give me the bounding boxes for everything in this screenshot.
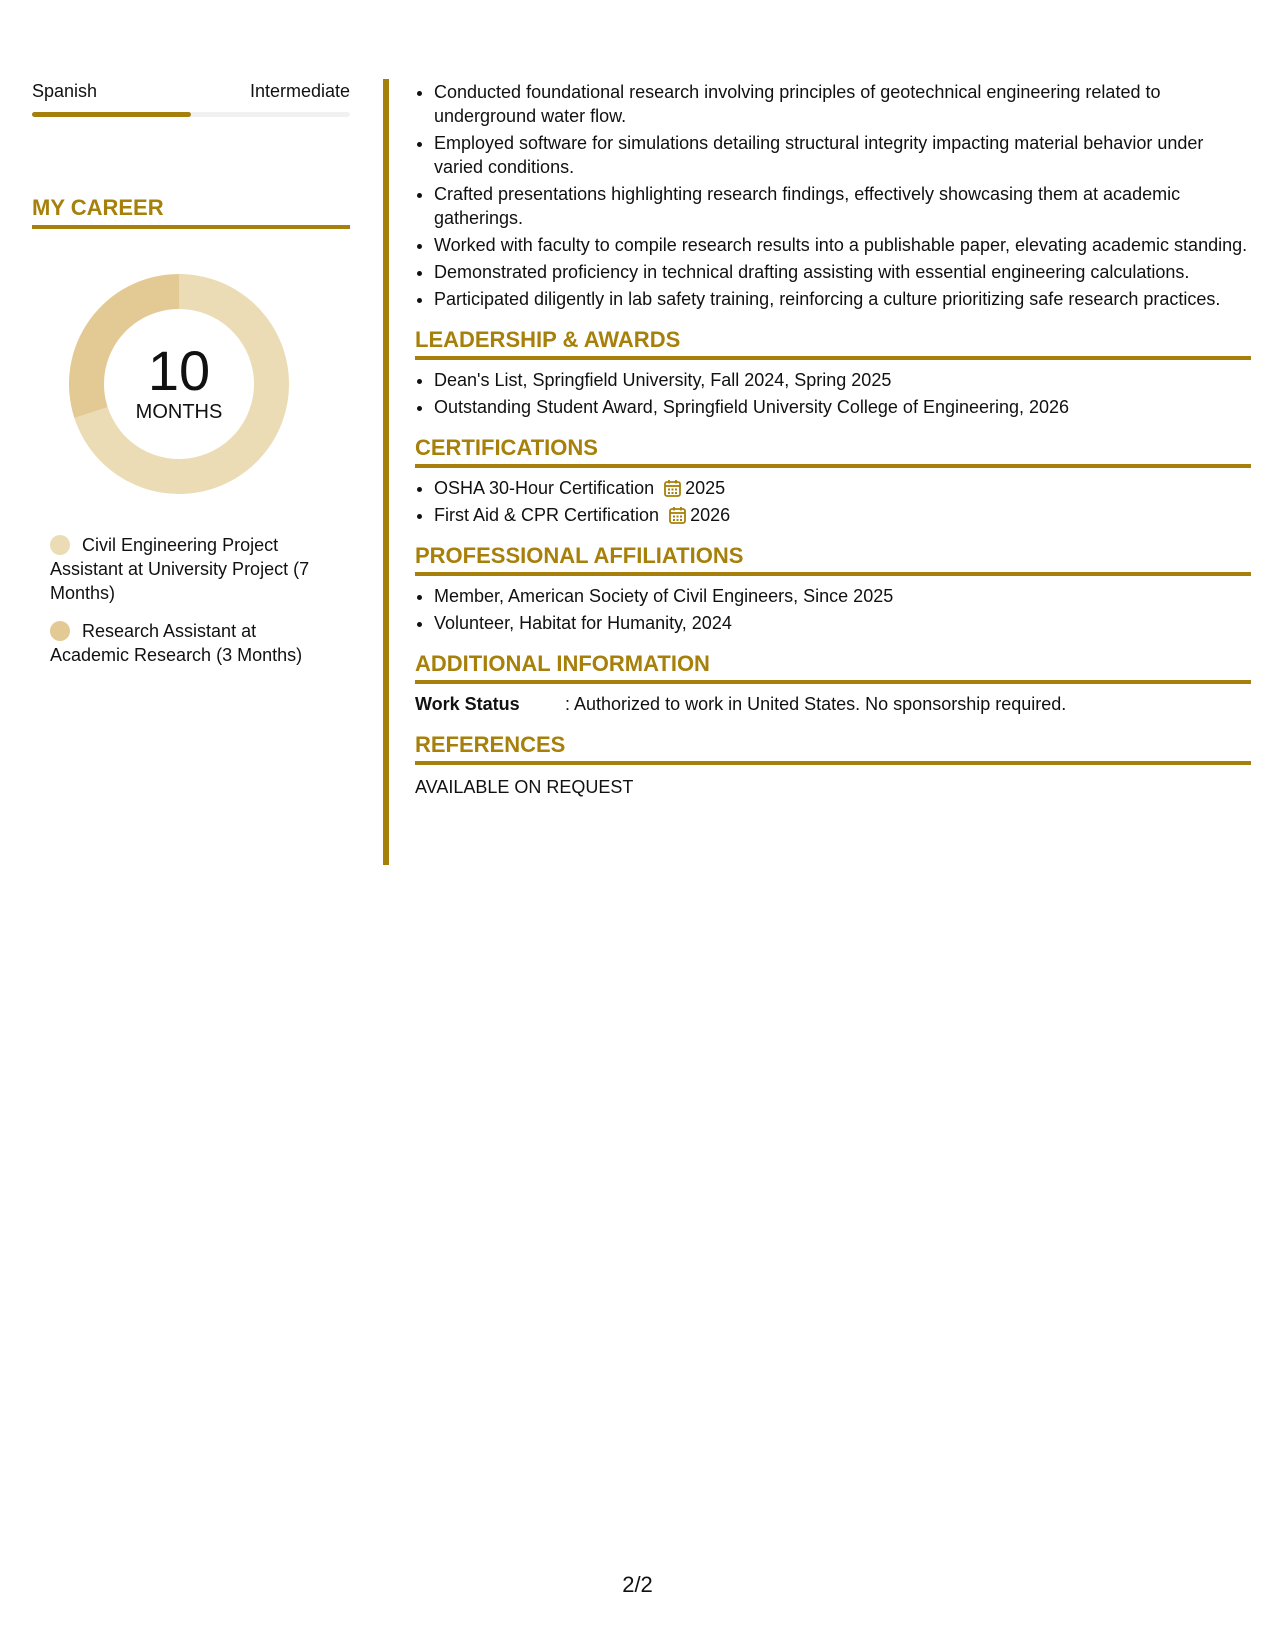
career-donut-chart [66, 271, 292, 497]
legend-swatch-icon [50, 621, 70, 641]
main-content [415, 80, 1251, 799]
language-proficiency-fill [32, 112, 191, 117]
career-legend [50, 533, 335, 667]
references-text: AVAILABLE ON REQUEST [415, 777, 634, 797]
additional-info-heading: ADDITIONAL INFORMATION [415, 650, 1251, 684]
experience-bullets [415, 80, 1251, 311]
certifications-heading: CERTIFICATIONS [415, 434, 1251, 468]
experience-bullet: • Crafted presentations highlighting research findings, effectively showcasing them at academic gatherings. [434, 182, 1251, 230]
calendar-icon [669, 506, 686, 524]
language-row [32, 80, 350, 102]
leadership-item: • Dean's List, Springfield University, Fall 2024, Spring 2025 [434, 368, 1251, 392]
career-heading: MY CAREER [32, 194, 350, 229]
affiliations-heading: PROFESSIONAL AFFILIATIONS [415, 542, 1251, 576]
language-name: Spanish [32, 81, 98, 101]
legend-swatch-icon [50, 535, 70, 555]
certifications-list [415, 476, 1251, 527]
calendar-icon [664, 479, 681, 497]
affiliation-item: • Volunteer, Habitat for Humanity, 2024 [434, 611, 1251, 635]
language-proficiency-bar [32, 112, 350, 117]
experience-bullet: • Conducted foundational research involving principles of geotechnical engineering related to underground water flow. [434, 80, 1251, 128]
work-status-row [415, 692, 1251, 716]
total-months-unit: MONTHS [135, 401, 223, 423]
page-number: 2/2 [622, 1572, 653, 1597]
legend-label: Civil Engineering Project Assistant at University Project (7 Months) [50, 535, 310, 603]
legend-label: Research Assistant at Academic Research (3 Months) [50, 621, 303, 665]
references-heading: REFERENCES [415, 731, 1251, 765]
experience-bullet: • Participated diligently in lab safety training, reinforcing a culture prioritizing safe research practices. [434, 287, 1251, 311]
leadership-item: • Outstanding Student Award, Springfield University College of Engineering, 2026 [434, 395, 1251, 419]
certification-name: First Aid & CPR Certification [434, 505, 660, 525]
leadership-list [415, 368, 1251, 419]
donut-center-label [66, 339, 292, 423]
leadership-heading: LEADERSHIP & AWARDS [415, 326, 1251, 360]
affiliation-item: • Member, American Society of Civil Engineers, Since 2025 [434, 584, 1251, 608]
work-status-label: Work Status [415, 694, 520, 714]
language-level: Intermediate [249, 81, 350, 101]
column-divider [383, 79, 389, 865]
certification-name: OSHA 30-Hour Certification [434, 478, 655, 498]
experience-bullet: • Demonstrated proficiency in technical drafting assisting with essential engineering calculations. [434, 260, 1251, 284]
certification-item [434, 503, 1251, 527]
total-months-number: 10 [147, 339, 211, 402]
certification-year: 2025 [685, 478, 726, 498]
experience-bullet: • Worked with faculty to compile research results into a publishable paper, elevating academic standing. [434, 233, 1251, 257]
legend-item [50, 619, 335, 667]
certification-year: 2026 [690, 505, 731, 525]
affiliations-list [415, 584, 1251, 635]
work-status-value: : Authorized to work in United States. No sponsorship required. [565, 694, 1067, 714]
experience-bullet: • Employed software for simulations detailing structural integrity impacting material behavior under varied conditions. [434, 131, 1251, 179]
sidebar [32, 80, 350, 681]
legend-item [50, 533, 335, 605]
certification-item [434, 476, 1251, 500]
